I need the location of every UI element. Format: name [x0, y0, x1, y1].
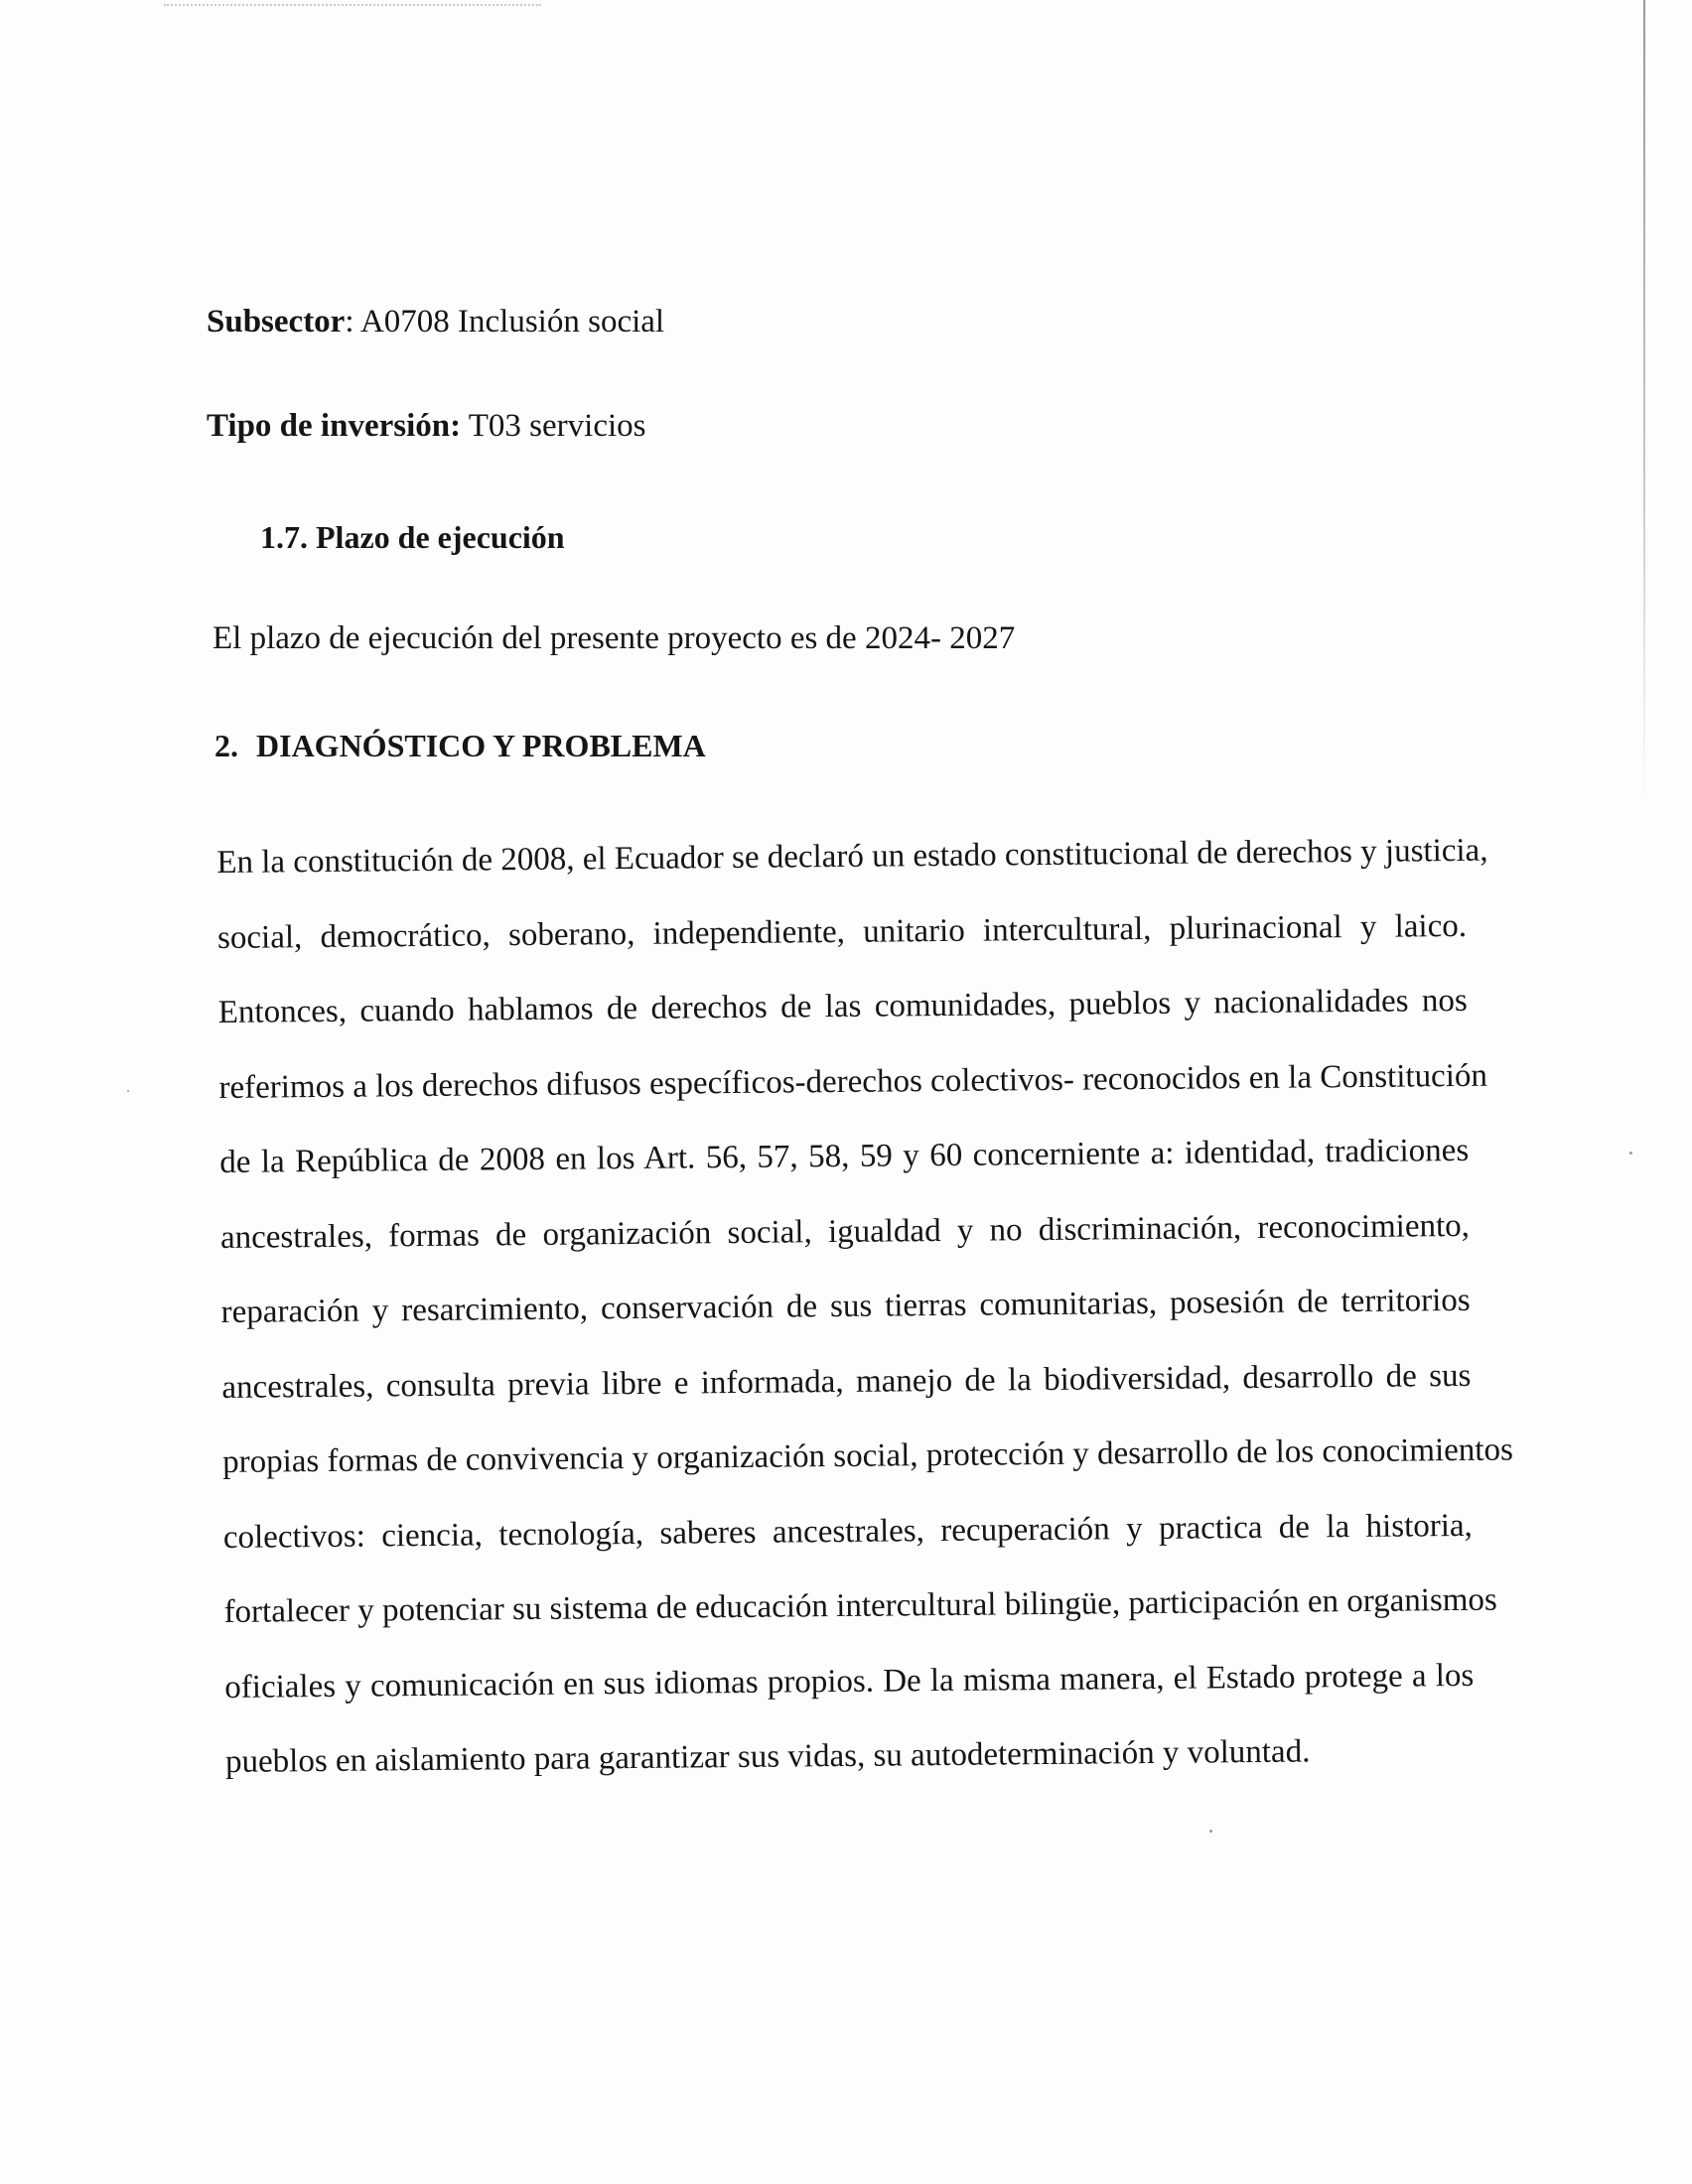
- scan-speck: [1629, 1152, 1632, 1155]
- scan-speck: [127, 1090, 129, 1092]
- paragraph-line: ancestrales, consulta previa libre e informada, manejo de la biodiversidad, desarrollo de sus: [221, 1357, 1472, 1406]
- scan-artifact-top: [164, 4, 541, 8]
- paragraph-line: de la República de 2008 en los Art. 56, 57, 58, 59 y 60 concerniente a: identidad, tradiciones: [219, 1132, 1470, 1180]
- paragraph-line: reparación y resarcimiento, conservación de sus tierras comunitarias, posesión de territorios: [220, 1282, 1471, 1330]
- paragraph-line: Entonces, cuando hablamos de derechos de las comunidades, pueblos y nacionalidades nos: [217, 982, 1468, 1030]
- section-2-paragraph: [216, 814, 1514, 1801]
- subsector-field: [207, 306, 664, 339]
- paragraph-line: propias formas de convivencia y organización social, protección y desarrollo de los conocimientos: [221, 1432, 1514, 1480]
- section-1-7-text: El plazo de ejecución del presente proyecto es de 2024- 2027: [212, 620, 1016, 656]
- paragraph-line: En la constitución de 2008, el Ecuador se declaró un estado constitucional de derechos y justicia,: [216, 832, 1488, 881]
- paragraph-line: social, democrático, soberano, independiente, unitario intercultural, plurinacional y laico.: [216, 907, 1468, 956]
- section-1-7-title: 1.7. Plazo de ejecución: [260, 519, 565, 555]
- scan-artifact-right-edge: [1643, 0, 1645, 804]
- paragraph-line: ancestrales, formas de organización social, igualdad y no discriminación, reconocimiento,: [219, 1207, 1471, 1256]
- section-2-heading: [214, 728, 706, 764]
- tipo-inversion-value: T03 servicios: [468, 408, 646, 444]
- subsector-separator: :: [345, 304, 354, 340]
- subsector-label: Subsector: [207, 304, 346, 340]
- section-2-title: DIAGNÓSTICO Y PROBLEMA: [256, 728, 706, 763]
- scan-speck: [1209, 1830, 1212, 1833]
- paragraph-line: oficiales y comunicación en sus idiomas propios. De la misma manera, el Estado protege a los: [224, 1657, 1475, 1706]
- paragraph-line: colectivos: ciencia, tecnología, saberes ancestrales, recuperación y practica de la historia,: [222, 1507, 1473, 1556]
- tipo-inversion-label: Tipo de inversión:: [207, 408, 462, 444]
- subsector-value: A0708 Inclusión social: [359, 304, 665, 340]
- paragraph-line: fortalecer y potenciar su sistema de educación intercultural bilingüe, participación en organismos: [223, 1581, 1497, 1630]
- section-2-number: 2.: [214, 728, 238, 763]
- paragraph-line: pueblos en aislamiento para garantizar sus vidas, su autodeterminación y voluntad.: [224, 1733, 1311, 1780]
- tipo-inversion-field: [207, 410, 645, 443]
- paragraph-line: referimos a los derechos difusos específicos-derechos colectivos- reconocidos en la Constitución: [218, 1057, 1488, 1106]
